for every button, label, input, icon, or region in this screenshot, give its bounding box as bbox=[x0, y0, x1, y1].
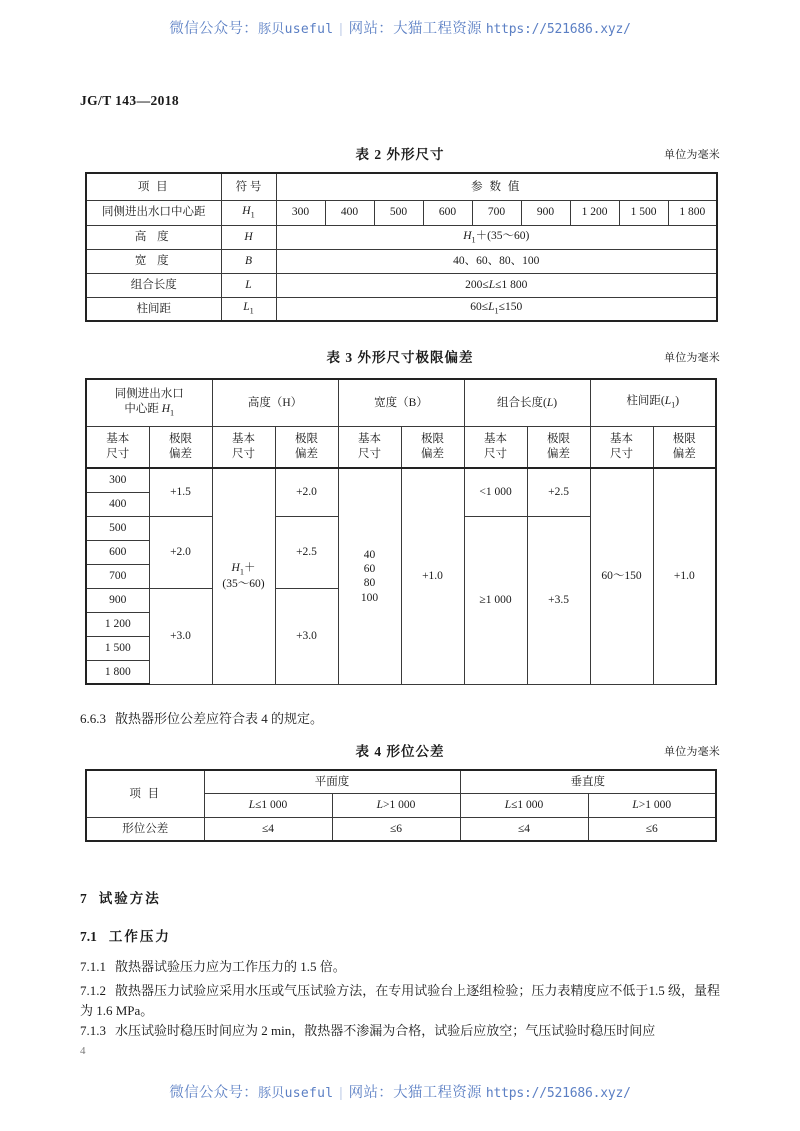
watermark-separator: | bbox=[339, 1085, 343, 1101]
clause-6-6-3 bbox=[80, 709, 720, 729]
section-7-1-heading bbox=[80, 925, 171, 945]
table3-sub-header-deviation: 极限 偏差 bbox=[401, 426, 464, 468]
table2-caption: 表 2 外形尺寸 bbox=[355, 147, 445, 162]
table3-sub-header-deviation: 极限 偏差 bbox=[527, 426, 590, 468]
table2-merged-value: $60\le L_1\le 150$ bbox=[276, 297, 717, 321]
table2-row-width bbox=[86, 249, 717, 273]
section-7-1-title: 工作压力 bbox=[108, 929, 171, 944]
watermark-bottom bbox=[0, 1081, 800, 1102]
table3-pitch-deviation: +1.0 bbox=[653, 468, 716, 684]
table3-length-basic: ≥1 000 bbox=[464, 516, 527, 684]
table2-row-label: 柱间距 bbox=[86, 297, 221, 321]
table3-h1-size: 600 bbox=[86, 540, 149, 564]
table3-h1-size: 900 bbox=[86, 588, 149, 612]
table4-group-header-row bbox=[86, 770, 716, 793]
table3-width-deviation: +1.0 bbox=[401, 468, 464, 684]
table2-header-values: 参 数 值 bbox=[276, 173, 717, 200]
clause-7-1-2-number: 7.1.2 bbox=[80, 983, 106, 998]
table2-cell: 600 bbox=[423, 200, 472, 225]
clause-7-1-2 bbox=[80, 981, 720, 1021]
table3-h1-deviation: +1.5 bbox=[149, 468, 212, 516]
table3-h1-size: 1 500 bbox=[86, 636, 149, 660]
table2-row-height bbox=[86, 225, 717, 249]
standard-code-header: JG/T 143—2018 bbox=[80, 93, 180, 108]
watermark-wechat-label: 微信公众号： bbox=[169, 21, 259, 37]
watermark-wechat-name: 豚贝useful bbox=[258, 22, 334, 37]
table2 bbox=[85, 172, 718, 322]
table2-row-label: 宽 度 bbox=[86, 249, 221, 273]
table3-h1-size: 700 bbox=[86, 564, 149, 588]
table2-row-symbol: L bbox=[221, 273, 276, 297]
table3-height-deviation: +3.0 bbox=[275, 588, 338, 684]
table3-group-header-length: 组合长度(L) bbox=[464, 379, 590, 426]
table4-sub-header: L≤1 000 bbox=[460, 793, 588, 817]
table2-row-symbol: $H_1$ bbox=[221, 200, 276, 225]
table2-row-label: 组合长度 bbox=[86, 273, 221, 297]
table2-header-symbol: 符 号 bbox=[221, 173, 276, 200]
table2-cell: 1 500 bbox=[619, 200, 668, 225]
table4-group-header-flatness: 平面度 bbox=[204, 770, 460, 793]
table3-group-header-row bbox=[86, 379, 716, 426]
table2-row-h1 bbox=[86, 200, 717, 225]
table2-row-label: 高 度 bbox=[86, 225, 221, 249]
watermark-separator: | bbox=[339, 21, 343, 37]
table3-sub-header-row bbox=[86, 426, 716, 468]
table4-data-row bbox=[86, 817, 716, 841]
table3-h1-size: 500 bbox=[86, 516, 149, 540]
table2-row-symbol: $L_1$ bbox=[221, 297, 276, 321]
table3-h1-size: 300 bbox=[86, 468, 149, 492]
table4-item-header: 项 目 bbox=[86, 770, 204, 817]
table3-pitch-basic: 60～150 bbox=[590, 468, 653, 684]
watermark-site-label: 网站： bbox=[348, 21, 394, 37]
table2-cell: 500 bbox=[374, 200, 423, 225]
table2-header-row bbox=[86, 173, 717, 200]
table3-h1-size: 1 800 bbox=[86, 660, 149, 684]
table3 bbox=[85, 378, 717, 685]
table3-sub-header-basic: 基本 尺寸 bbox=[212, 426, 275, 468]
table2-cell: 300 bbox=[276, 200, 325, 225]
table2-row-label: 同侧进出水口中心距 bbox=[86, 200, 221, 225]
table3-sub-header-deviation: 极限 偏差 bbox=[275, 426, 338, 468]
table2-row-length bbox=[86, 273, 717, 297]
table3-sub-header-deviation: 极限 偏差 bbox=[149, 426, 212, 468]
section-7-heading bbox=[80, 887, 161, 907]
table3-unit: 单位为毫米 bbox=[664, 352, 720, 364]
table4-sub-header: L≤1 000 bbox=[204, 793, 332, 817]
watermark-url: https://521686.xyz/ bbox=[485, 1086, 631, 1101]
table2-row-symbol: B bbox=[221, 249, 276, 273]
table2-merged-value: 200≤L≤1 800 bbox=[276, 273, 717, 297]
watermark-site-name: 大猫工程资源 bbox=[393, 21, 482, 37]
table3-length-basic: <1 000 bbox=[464, 468, 527, 516]
table2-cell: 700 bbox=[472, 200, 521, 225]
watermark-top bbox=[0, 17, 800, 38]
table4-cell: ≤6 bbox=[588, 817, 716, 841]
table3-height-deviation: +2.5 bbox=[275, 516, 338, 588]
table3-row bbox=[86, 468, 716, 492]
clause-7-1-1-number: 7.1.1 bbox=[80, 959, 106, 974]
table2-merged-value: 40、60、80、100 bbox=[276, 249, 717, 273]
table3-group-header-pitch: 柱间距$(L_1)$ bbox=[590, 379, 716, 426]
table2-cell: 900 bbox=[521, 200, 570, 225]
watermark-site-name: 大猫工程资源 bbox=[393, 1085, 482, 1101]
table4-group-header-perpendicularity: 垂直度 bbox=[460, 770, 716, 793]
table3-length-deviation: +2.5 bbox=[527, 468, 590, 516]
table4-cell: ≤4 bbox=[460, 817, 588, 841]
watermark-url: https://521686.xyz/ bbox=[485, 22, 631, 37]
table3-width-basic: 40 60 80 100 bbox=[338, 468, 401, 684]
table3-sub-header-basic: 基本 尺寸 bbox=[338, 426, 401, 468]
table3-sub-header-deviation: 极限 偏差 bbox=[653, 426, 716, 468]
clause-7-1-3 bbox=[80, 1021, 720, 1041]
table4-sub-header: L>1 000 bbox=[588, 793, 716, 817]
table3-sub-header-basic: 基本 尺寸 bbox=[86, 426, 149, 468]
table2-cell: 1 800 bbox=[668, 200, 717, 225]
table3-length-deviation: +3.5 bbox=[527, 516, 590, 684]
clause-7-1-1-text: 散热器试验压力应为工作压力的 1.5 倍。 bbox=[115, 959, 346, 974]
table3-height-basic: $H_1+$ (35～60) bbox=[212, 468, 275, 684]
watermark-site-label: 网站： bbox=[348, 1085, 394, 1101]
table3-group-header-height: 高度（H） bbox=[212, 379, 338, 426]
table4-row-label: 形位公差 bbox=[86, 817, 204, 841]
table2-row-pitch bbox=[86, 297, 717, 321]
table4 bbox=[85, 769, 717, 842]
watermark-wechat-name: 豚贝useful bbox=[258, 1086, 334, 1101]
section-7-number: 7 bbox=[80, 891, 87, 906]
clause-7-1-3-text: 水压试验时稳压时间应为 2 min，散热器不渗漏为合格，试验后应放空；气压试验时稳压时间应 bbox=[115, 1023, 656, 1038]
table2-cell: 1 200 bbox=[570, 200, 619, 225]
table2-header-item: 项 目 bbox=[86, 173, 221, 200]
watermark-wechat-label: 微信公众号： bbox=[169, 1085, 259, 1101]
table2-row-symbol: H bbox=[221, 225, 276, 249]
clause-6-6-3-number: 6.6.3 bbox=[80, 711, 106, 726]
table3-h1-deviation: +3.0 bbox=[149, 588, 212, 684]
table3-group-header-width: 宽度（B） bbox=[338, 379, 464, 426]
page-number: 4 bbox=[80, 1045, 86, 1057]
table3-h1-deviation: +2.0 bbox=[149, 516, 212, 588]
section-7-1-number: 7.1 bbox=[80, 929, 97, 944]
table2-unit: 单位为毫米 bbox=[664, 149, 720, 161]
clause-7-1-3-number: 7.1.3 bbox=[80, 1023, 106, 1038]
table2-merged-value: $H_1+(35\sim 60)$ bbox=[276, 225, 717, 249]
clause-6-6-3-text: 散热器形位公差应符合表 4 的规定。 bbox=[115, 711, 324, 726]
table3-h1-size: 1 200 bbox=[86, 612, 149, 636]
clause-7-1-1 bbox=[80, 957, 720, 977]
table3-height-deviation: +2.0 bbox=[275, 468, 338, 516]
clause-7-1-2-text: 散热器压力试验应采用水压或气压试验方法，在专用试验台上逐组检验；压力表精度应不低于1.5 级，量程为 1.6 MPa。 bbox=[80, 983, 720, 1019]
table4-caption: 表 4 形位公差 bbox=[355, 744, 445, 759]
table4-unit: 单位为毫米 bbox=[664, 746, 720, 758]
section-7-title: 试验方法 bbox=[98, 891, 161, 906]
table3-sub-header-basic: 基本 尺寸 bbox=[464, 426, 527, 468]
table3-h1-size: 400 bbox=[86, 492, 149, 516]
table2-cell: 400 bbox=[325, 200, 374, 225]
table3-caption: 表 3 外形尺寸极限偏差 bbox=[326, 350, 474, 365]
table4-sub-header: L>1 000 bbox=[332, 793, 460, 817]
table4-cell: ≤6 bbox=[332, 817, 460, 841]
table4-cell: ≤4 bbox=[204, 817, 332, 841]
table3-sub-header-basic: 基本 尺寸 bbox=[590, 426, 653, 468]
table3-group-header-h1: 同侧进出水口 中心距 $H_1$ bbox=[86, 379, 212, 426]
